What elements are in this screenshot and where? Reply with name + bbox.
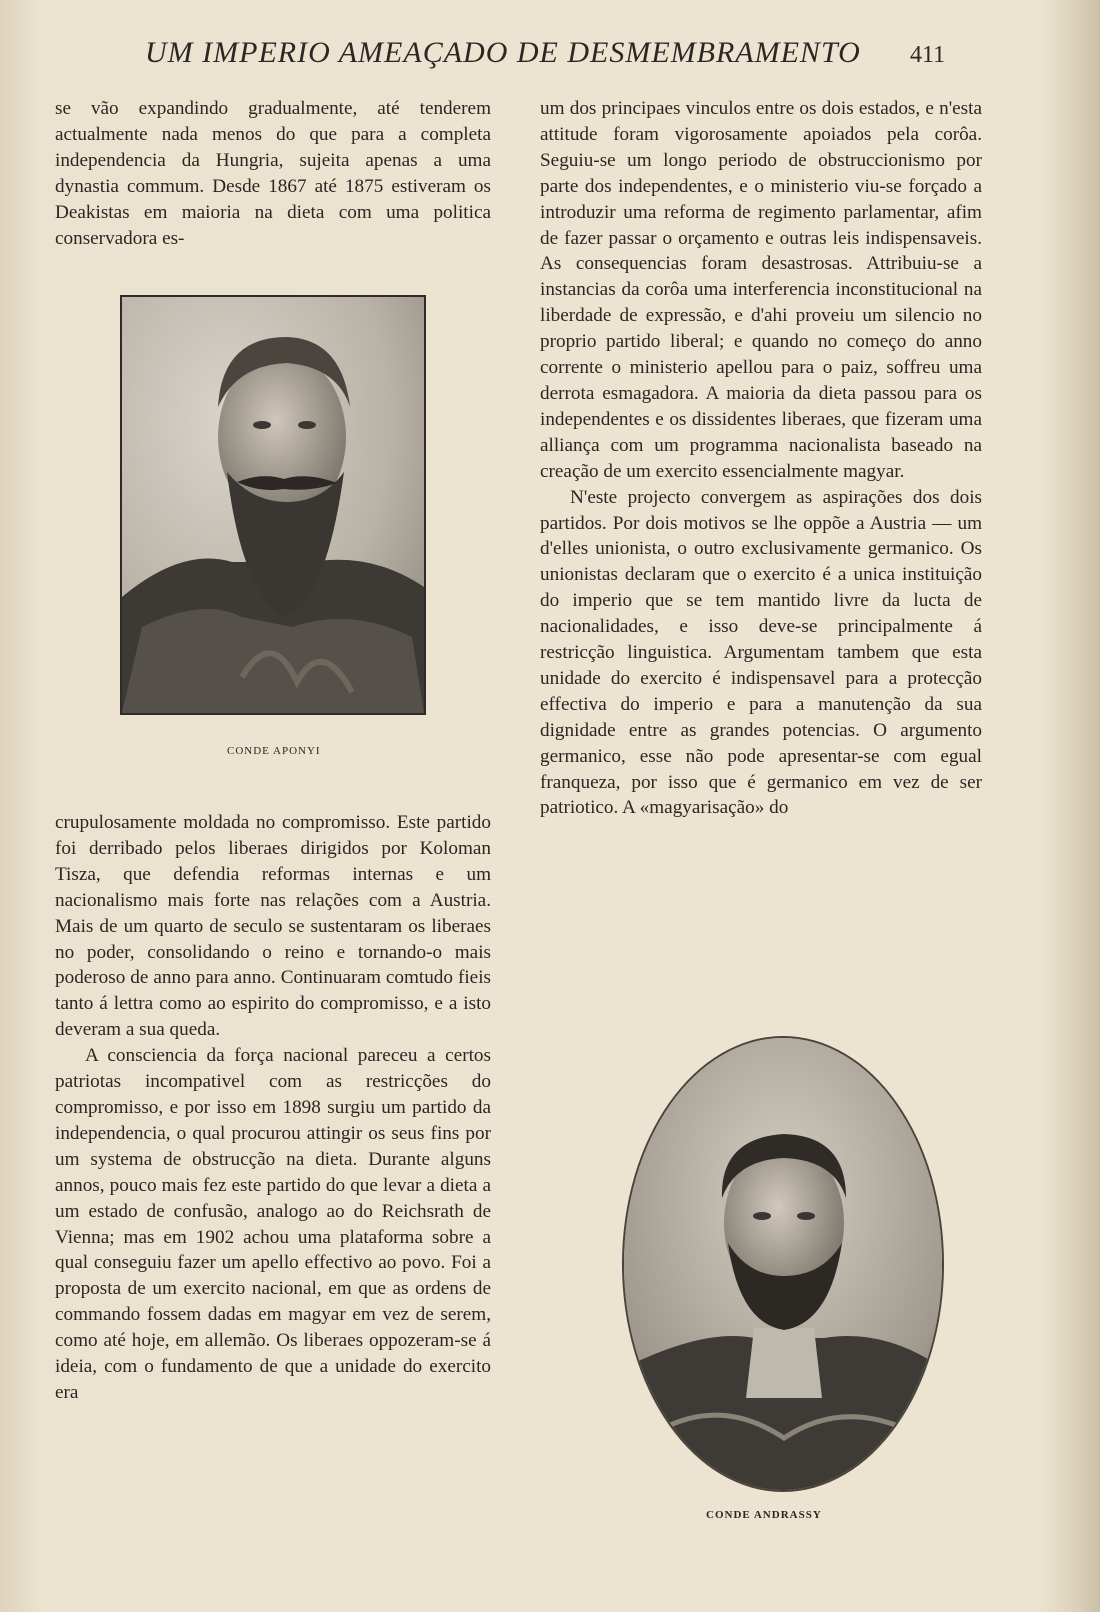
portrait-andrassy <box>622 1036 944 1492</box>
paragraph: N'este projecto convergem as aspirações dos dois partidos. Por dois motivos se lhe oppõe a Austria — um d'elles unionista, o outro exclusivamente germanico. Os unionistas declaram que o exercito é a unica instituição do imperio que se tem mantido livre da lucta de nacionalidades, e isso deve-se principalmente á restricção linguistica. Argumentam tambem que esta unidade do exercito é indispensavel para a protecção effectiva do imperio e para a manutenção da sua dignidade entre as grandes potencias. O argumento germanico, esse não pode apresentar-se com egual franqueza, por isso que é germanico em vez de ser patriotico. A «magyarisação» do <box>540 486 982 819</box>
right-column <box>540 96 982 821</box>
running-header <box>0 36 1100 76</box>
paragraph: crupulosamente moldada no compromisso. Este partido foi derribado pelos liberaes dirigidos por Koloman Tisza, que defendia reformas internas e um nacionalismo mais forte nas relações com a Austria. Mais de um quarto de seculo se sustentaram os liberaes no poder, consolidando o reino e tornando-o mais poderoso de anno para anno. Continuaram comtudo fieis tanto á lettra como ao espirito do compromisso, e a isto deveram a sua queda. <box>55 812 491 1041</box>
paragraph: se vão expandindo gradualmente, até tenderem actualmente nada menos do que para a completa independencia da Hungria, sujeita apenas a uma dynastia commum. Desde 1867 até 1875 estiveram os Deakistas em maioria na dieta com uma politica conservadora es- <box>55 98 491 249</box>
caption-andrassy: CONDE ANDRASSY <box>706 1509 822 1521</box>
left-column-bottom <box>55 810 491 1406</box>
paragraph: A consciencia da força nacional pareceu a certos patriotas incompativel com as restricções do compromisso, e por isso em 1898 surgiu um partido da independencia, o qual procurou attingir os seus fins por um systema de obstrucção na dieta. Durante alguns annos, pouco mais fez este partido do que levar a dieta a um estado de confusão, analogo ao do Reichsrath de Vienna; mas em 1902 achou uma plataforma sobre a qual conseguiu fazer um apello effectivo ao povo. Foi a proposta de um exercito nacional, em que as ordens de commando fossem dadas em magyar em vez de serem, como até hoje, em allemão. Os liberaes oppozeram-se á ideia, com o fundamento de que a unidade do exercito era <box>55 1045 491 1403</box>
running-title: UM IMPERIO AMEAÇADO DE DESMEMBRAMENTO <box>145 36 861 69</box>
page-number: 411 <box>910 42 946 68</box>
portrait-aponyi <box>120 295 426 715</box>
caption-aponyi: CONDE APONYI <box>227 745 321 757</box>
left-column-top <box>55 96 491 251</box>
paragraph: um dos principaes vinculos entre os dois estados, e n'esta attitude foram vigorosamente apoiados pela corôa. Seguiu-se um longo periodo de obstruccionismo por parte dos independentes, e o ministerio viu-se forçado a introduzir uma reforma de regimento parlamentar, afim de fazer passar o orçamento e outras leis indispensaveis. As consequencias foram desastrosas. Attribuiu-se a instancias da corôa uma interferencia inconstitucional na liberdade de expressão, e d'ahi proveiu um silencio no proprio partido liberal; e quando no começo do anno corrente o ministerio apellou para o paiz, soffreu uma derrota esmagadora. A maioria da dieta passou para os independentes e os dissidentes liberaes, que fizeram uma alliança com um programma nacionalista baseado na creação de um exercito essencialmente magyar. <box>540 98 982 482</box>
